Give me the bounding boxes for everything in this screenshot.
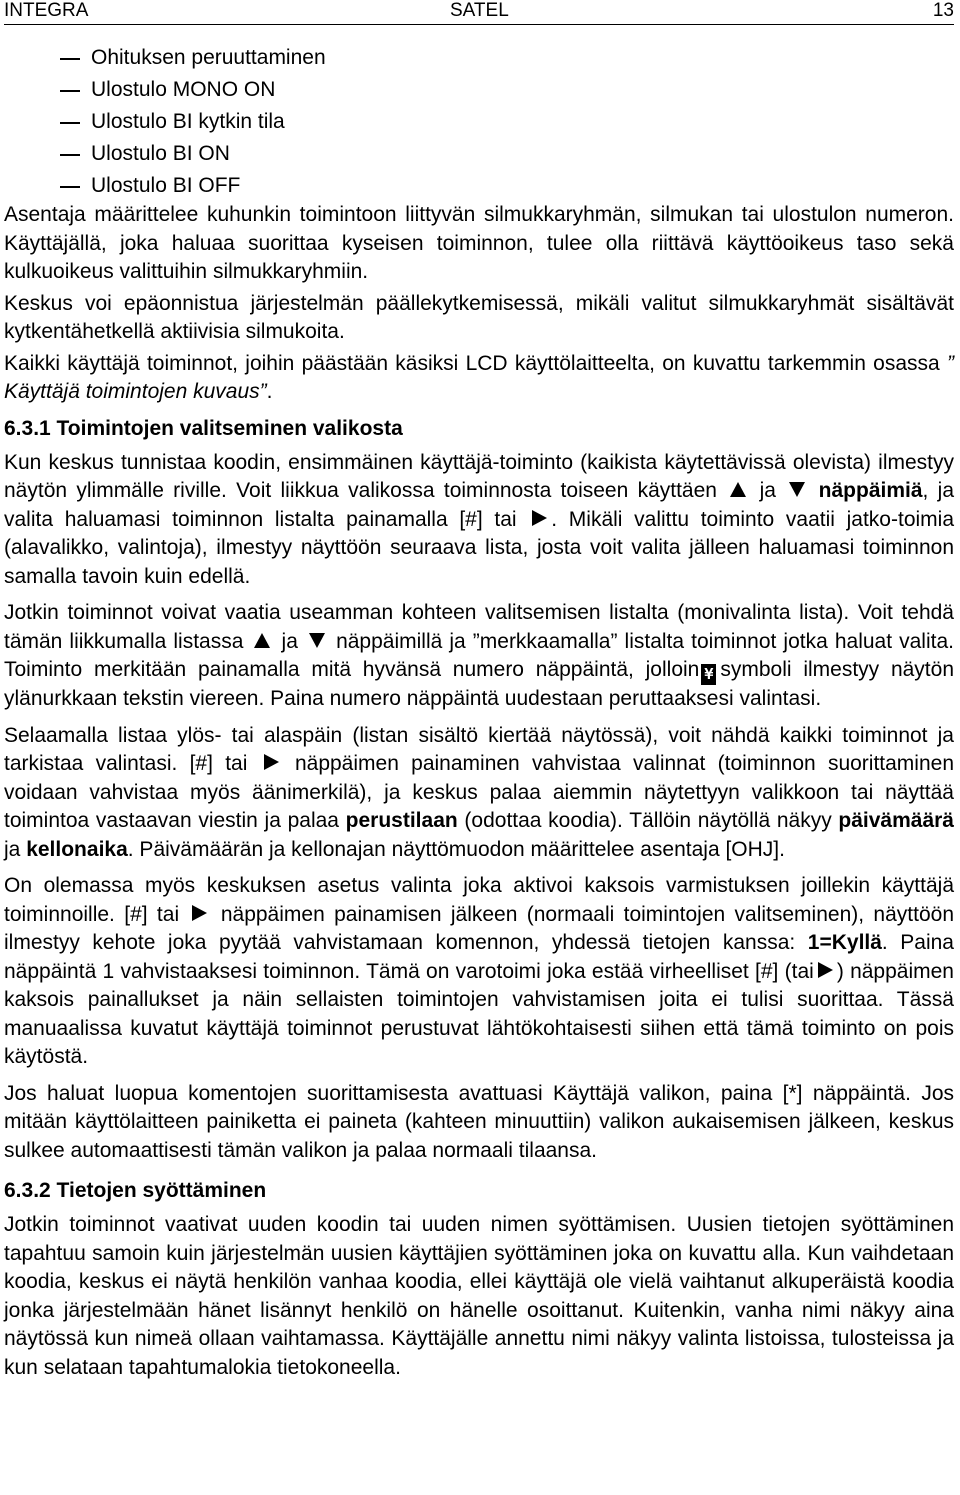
- paragraph-menu-navigation: Kun keskus tunnistaa koodin, ensimmäinen käyttäjä-toiminto (kaikista käytettävissä olevista) ilmestyy näytön ylimmälle riville. Voit liikkua valikossa toiminnosta toiseen käyttäen ja näppäimiä, ja valita haluamasi toiminnon listalta painamalla [#] tai . Mikäli valittu toiminto vaatii jatko-toimia (alavalikko, valintoja), ilmestyy näyttöön seuraava lista, josta voit valita jälleen haluamasi toiminnon samalla tavoin kuin edellä.: [4, 450, 955, 588]
- page-header: [4, 0, 954, 25]
- paragraph-lcd-functions: Kaikki käyttäjä toiminnot, joihin päästään käsiksi LCD käyttölaitteelta, on kuvattu tarkemmin osassa ” Käyttäjä toimintojen kuvaus”.: [4, 351, 954, 403]
- list-item: Ulostulo BI OFF: [4, 170, 954, 202]
- list-item: Ulostulo BI ON: [4, 138, 954, 170]
- arrow-up-icon: [730, 482, 746, 497]
- arrow-right-icon: [818, 962, 833, 978]
- paragraph-double-confirm: On olemassa myös keskuksen asetus valinta joka aktivoi kaksois varmistuksen joillekin käyttäjä toiminnoille. [#] tai näppäimen painamisen jälkeen (normaali toimintojen valitseminen), näyttöön ilmestyy kehote joka pyytää vahvistamaan komennon, yhdessä tietojen kanssa: 1=Kyllä. Paina näppäintä 1 vahvistaaksesi toiminnon. Tämä on varotoimi joka estää virheelliset [#] (tai ) näppäimen kaksois painallukset ja näin sellaisten toimintojen vahvistamisen joita ei tulisi suorittaa. Tässä manuaalissa kuvatut käyttäjä toiminnot perustuvat lähtökohtaisesti siihen että tämä toiminto on pois käytöstä.: [4, 874, 954, 1068]
- header-brand: SATEL: [450, 0, 509, 21]
- list-item: Ulostulo MONO ON: [4, 74, 954, 106]
- arrow-right-icon: [192, 905, 207, 921]
- page-number: 13: [932, 0, 954, 21]
- paragraph-assignment: Asentaja määrittelee kuhunkin toimintoon liittyvän silmukkaryhmän, silmukan tai ulostulon numeron. Käyttäjällä, joka haluaa suorittaa kyseisen toiminnon, tulee olla riittävä käyttöoikeus taso sekä kulkuoikeus valittuihin silmukkaryhmiin.: [4, 203, 954, 283]
- selection-mark-icon: ¥: [701, 664, 716, 685]
- paragraph-confirm-selection: Selaamalla listaa ylös- tai alaspäin (listan sisältö kiertää näytössä), voit nähdä kaikki toiminnot ja tarkistaa valintasi. [#] tai näppäimen painaminen vahvistaa valinnat (toiminnon suorittaminen voidaan vahvistaa myös äänimerkilä), ja keskus palaa aiemmin näytettyyn valikkoon tai näyttää toimintoa vastaavan viestin ja palaa perustilaan (odottaa koodia). Tällöin näytöllä näkyy päivämäärä ja kellonaika. Päivämäärän ja kellonajan näyttömuodon määrittelee asentaja [OHJ].: [4, 723, 955, 861]
- arrow-down-icon: [789, 482, 805, 497]
- section-heading-6-3-2: 6.3.2 Tietojen syöttäminen: [4, 1179, 267, 1202]
- arrow-up-icon: [254, 633, 270, 648]
- paragraph-exit-menu: Jos haluat luopua komentojen suorittamisesta avattuasi Käyttäjä valikon, paina [*] näppäintä. Jos mitään käyttölaitteen painiketta ei paineta (kahteen minuuttiin) valikon aukaisemisen jälkeen, keskus sulkee automaattisesti tämän valikon ja palaa normaali tilaansa.: [4, 1081, 954, 1162]
- paragraph-data-entry: Jotkin toiminnot vaativat uuden koodin tai uuden nimen syöttämisen. Uusien tietojen syöttäminen tapahtuu samoin kuin järjestelmän uusien käyttäjien syöttäminen joka on kuvattu alla. Kun vaihdetaan koodia, keskus ei näytä henkilön vanhaa koodia, ellei käyttäjä ole vielä vaihtanut alkuperäistä koodia jonka järjestelmään hänet lisännyt henkilö on hänelle osoittanut. Kuitenkin, vanha nimi näkyy aina näytössä kun nimeä ollaan vaihtamassa. Käyttäjälle annettu nimi näkyy valinta listoissa, tulosteissa ja kun selataan tapahtumalokia tietokoneella.: [4, 1213, 954, 1379]
- list-item: Ohituksen peruuttaminen: [4, 42, 954, 74]
- paragraph-multiselect: Jotkin toiminnot voivat vaatia useamman kohteen valitsemisen listalta (monivalinta lista). Voit tehdä tämän liikkumalla listassa ja näppäimillä ja ”merkkaamalla” listalta toiminnot jotka haluat valita. Toiminto merkitään painamalla mitä hyvänsä numero näppäintä, jolloin ¥ symboli ilmestyy näytön ylänurkkaan tekstin viereen. Paina numero näppäintä uudestaan peruttaaksesi valintasi.: [4, 601, 955, 710]
- arrow-right-icon: [532, 510, 547, 526]
- arrow-down-icon: [309, 633, 325, 648]
- paragraph-arming-fail: Keskus voi epäonnistua järjestelmän päällekytkemisessä, mikäli valitut silmukkaryhmät sisältävät kytkentähetkellä aktiivisia silmukoita.: [4, 291, 954, 343]
- header-product: INTEGRA: [4, 0, 89, 21]
- reference-title: ” Käyttäjä toimintojen kuvaus”: [4, 351, 954, 403]
- list-item: Ulostulo BI kytkin tila: [4, 106, 954, 138]
- document-body: [4, 42, 954, 1390]
- section-heading-6-3-1: 6.3.1 Toimintojen valitseminen valikosta: [4, 416, 403, 440]
- function-list: [4, 42, 954, 202]
- arrow-right-icon: [264, 754, 279, 770]
